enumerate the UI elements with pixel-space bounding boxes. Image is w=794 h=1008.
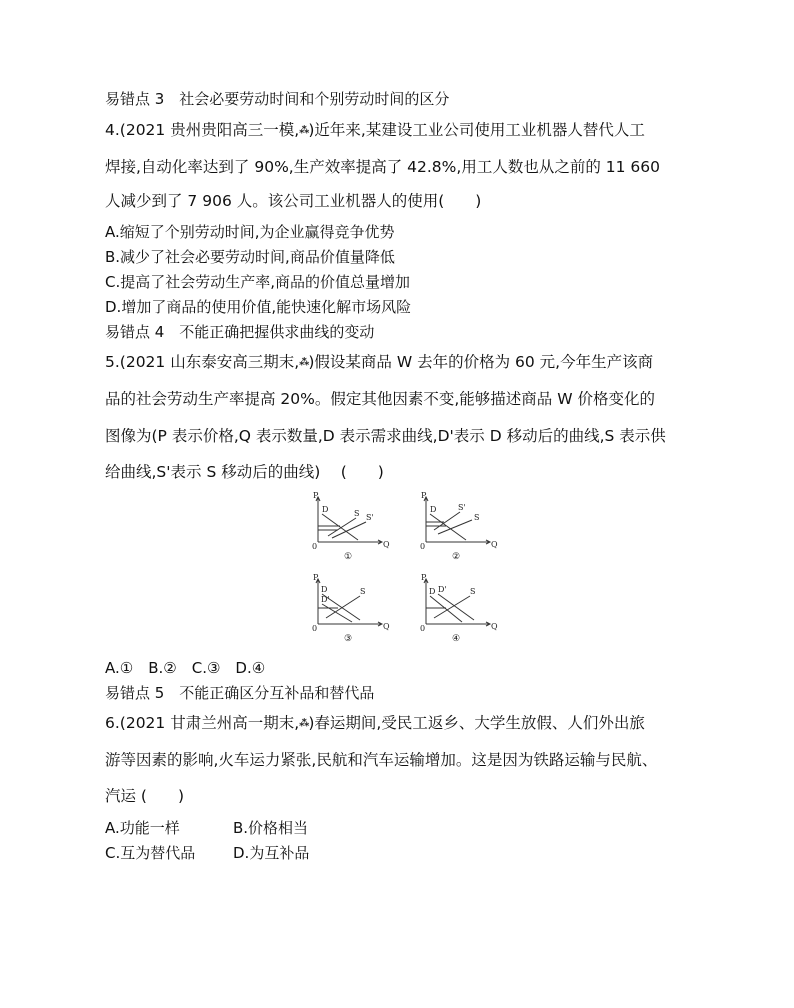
supply-curve bbox=[434, 596, 470, 618]
axis-p-label: P bbox=[313, 491, 319, 500]
axis-q-label: Q bbox=[383, 540, 390, 549]
option-4a: A.缩短了个别劳动时间,为企业赢得竞争优势 bbox=[105, 223, 395, 241]
curve-d2-label: D' bbox=[321, 595, 330, 604]
supply-demand-graph-4 bbox=[416, 572, 498, 644]
curve-d-label: D bbox=[322, 505, 329, 514]
option-6b: B.价格相当 bbox=[233, 819, 309, 837]
option-6d: D.为互补品 bbox=[233, 844, 310, 862]
curve-s-label: S bbox=[354, 509, 360, 518]
option-6c: C.互为替代品 bbox=[105, 844, 196, 862]
supply-demand-graph-2 bbox=[416, 490, 498, 562]
curve-s2-label: S' bbox=[366, 513, 374, 522]
question-4-prefix: 4.(2021 贵州贵阳高三一模, bbox=[105, 121, 300, 139]
question-6-line-2: 游等因素的影响,火车运力紧张,民航和汽车运输增加。这是因为铁路运输与民航、 bbox=[105, 751, 658, 769]
option-4d: D.增加了商品的使用价值,能快速化解市场风险 bbox=[105, 298, 412, 316]
question-6-line-1 bbox=[105, 713, 645, 734]
graph-number-4: ④ bbox=[451, 634, 461, 644]
section-heading-4: 易错点 4 不能正确把握供求曲线的变动 bbox=[105, 323, 375, 341]
curve-d-label: D bbox=[429, 587, 436, 596]
question-5-line-1 bbox=[105, 352, 653, 373]
option-6a: A.功能一样 bbox=[105, 819, 180, 837]
supply-demand-graph-3 bbox=[308, 572, 390, 644]
demand-curve bbox=[322, 514, 358, 540]
graph-number-3: ③ bbox=[343, 634, 353, 644]
difficulty-mark-icon: ⁂ bbox=[299, 718, 309, 729]
origin-label: 0 bbox=[312, 542, 318, 551]
question-4-line-1 bbox=[105, 120, 645, 141]
question-6-options-row-1 bbox=[105, 818, 308, 838]
question-5-prefix: 5.(2021 山东泰安高三期末, bbox=[105, 353, 300, 371]
option-4b: B.减少了社会必要劳动时间,商品价值量降低 bbox=[105, 248, 395, 266]
curve-s-label: S bbox=[470, 587, 476, 596]
graph-number-2: ② bbox=[451, 552, 461, 562]
option-4c: C.提高了社会劳动生产率,商品的价值总量增加 bbox=[105, 273, 411, 291]
difficulty-mark-icon: ⁂ bbox=[299, 357, 309, 368]
curve-d2-label: D' bbox=[438, 585, 447, 594]
question-6-text-1: )春运期间,受民工返乡、大学生放假、人们外出旅 bbox=[308, 714, 645, 732]
section-heading-3: 易错点 3 社会必要劳动时间和个别劳动时间的区分 bbox=[105, 90, 450, 108]
axis-q-label: Q bbox=[491, 540, 498, 549]
supply-curve bbox=[326, 596, 360, 618]
axis-p-label: P bbox=[421, 491, 427, 500]
axis-q-label: Q bbox=[383, 622, 390, 631]
curve-d-label: D bbox=[430, 505, 437, 514]
axis-p-label: P bbox=[313, 573, 319, 582]
curve-d-label: D bbox=[321, 585, 328, 594]
graph-number-1: ① bbox=[343, 552, 353, 562]
section-heading-5: 易错点 5 不能正确区分互补品和替代品 bbox=[105, 684, 375, 702]
origin-label: 0 bbox=[312, 624, 318, 633]
origin-label: 0 bbox=[420, 542, 426, 551]
question-5-options: A.① B.② C.③ D.④ bbox=[105, 659, 266, 677]
demand-curve-shifted bbox=[322, 604, 352, 622]
question-6-prefix: 6.(2021 甘肃兰州高一期末, bbox=[105, 714, 300, 732]
difficulty-mark-icon: ⁂ bbox=[299, 125, 309, 136]
curve-s-label: S bbox=[474, 513, 480, 522]
supply-demand-graph-1 bbox=[308, 490, 390, 562]
supply-curve-shifted bbox=[434, 512, 460, 530]
question-4-line-3: 人减少到了 7 906 人。该公司工业机器人的使用( ) bbox=[105, 192, 482, 210]
question-4-line-2: 焊接,自动化率达到了 90%,生产效率提高了 42.8%,用工人数也从之前的 11 660 bbox=[105, 158, 660, 176]
curve-s2-label: S' bbox=[458, 503, 466, 512]
question-5-text-1: )假设某商品 W 去年的价格为 60 元,今年生产该商 bbox=[308, 353, 654, 371]
question-5-line-4: 给曲线,S'表示 S 移动后的曲线) ( ) bbox=[105, 463, 384, 481]
question-5-line-3: 图像为(P 表示价格,Q 表示数量,D 表示需求曲线,D'表示 D 移动后的曲线,S 表示供 bbox=[105, 427, 666, 445]
question-5-line-2: 品的社会劳动生产率提高 20%。假定其他因素不变,能够描述商品 W 价格变化的 bbox=[105, 390, 655, 408]
axis-q-label: Q bbox=[491, 622, 498, 631]
question-6-line-3: 汽运 ( ) bbox=[105, 787, 185, 805]
question-6-options-row-2 bbox=[105, 843, 309, 863]
curve-s-label: S bbox=[360, 587, 366, 596]
origin-label: 0 bbox=[420, 624, 426, 633]
axis-p-label: P bbox=[421, 573, 427, 582]
question-4-text-1: )近年来,某建设工业公司使用工业机器人替代人工 bbox=[308, 121, 645, 139]
demand-curve bbox=[430, 514, 466, 540]
